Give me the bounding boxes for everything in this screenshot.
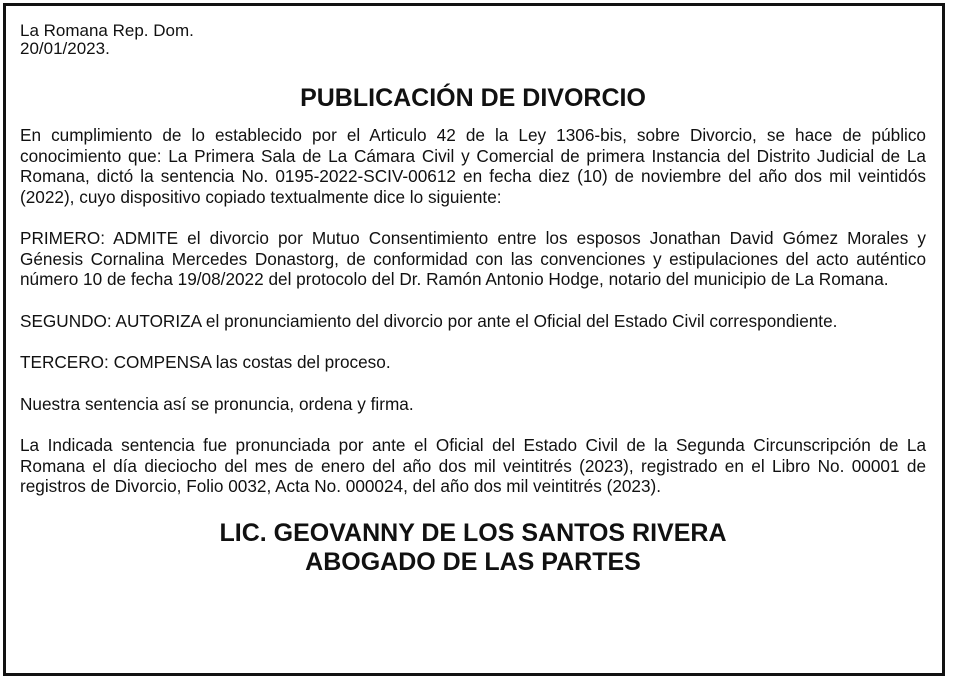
notice-header — [20, 22, 926, 58]
signature-name: LIC. GEOVANNY DE LOS SANTOS RIVERA — [219, 518, 727, 547]
registration-paragraph: La Indicada sentencia fue pronunciada por ante el Oficial del Estado Civil de la Segunda Circunscripción de La Romana el día dieciocho del mes de enero del año dos mil veintitrés (2023), registrado en el Libro No. 00001 de registros de Divorcio, Folio 0032, Acta No. 000024, del año dos mil veintitrés (2023). — [20, 435, 926, 496]
tercero-paragraph: TERCERO: COMPENSA las costas del proceso. — [20, 352, 391, 372]
closing-formula-paragraph: Nuestra sentencia así se pronuncia, ordena y firma. — [20, 393, 414, 414]
notice-title: PUBLICACIÓN DE DIVORCIO — [300, 84, 646, 112]
segundo-paragraph: SEGUNDO: AUTORIZA el pronunciamiento del divorcio por ante el Oficial del Estado Civil correspondiente. — [20, 310, 838, 331]
signature-block — [20, 519, 926, 577]
legal-notice — [20, 22, 926, 577]
intro-paragraph: En cumplimiento de lo establecido por el Articulo 42 de la Ley 1306-bis, sobre Divorcio, se hace de público conocimiento que: La Primera Sala de La Cámara Civil y Comercial de primera Instancia del Distrito Judicial de La Romana, dictó la sentencia No. 0195-2022-SCIV-00612 en fecha diez (10) de noviembre del año dos mil veintidós (2022), cuyo dispositivo copiado textualmente dice lo siguiente: — [20, 125, 926, 207]
location-line: La Romana Rep. Dom. — [20, 21, 194, 40]
signature-role: ABOGADO DE LAS PARTES — [305, 547, 641, 576]
date-line: 20/01/2023. — [20, 39, 110, 58]
primero-paragraph: PRIMERO: ADMITE el divorcio por Mutuo Consentimiento entre los esposos Jonathan David Gómez Morales y Génesis Cornalina Mercedes Donastorg, de conformidad con las convenciones y estipulaciones del acto auténtico número 10 de fecha 19/08/2022 del protocolo del Dr. Ramón Antonio Hodge, notario del municipio de La Romana. — [20, 228, 926, 289]
